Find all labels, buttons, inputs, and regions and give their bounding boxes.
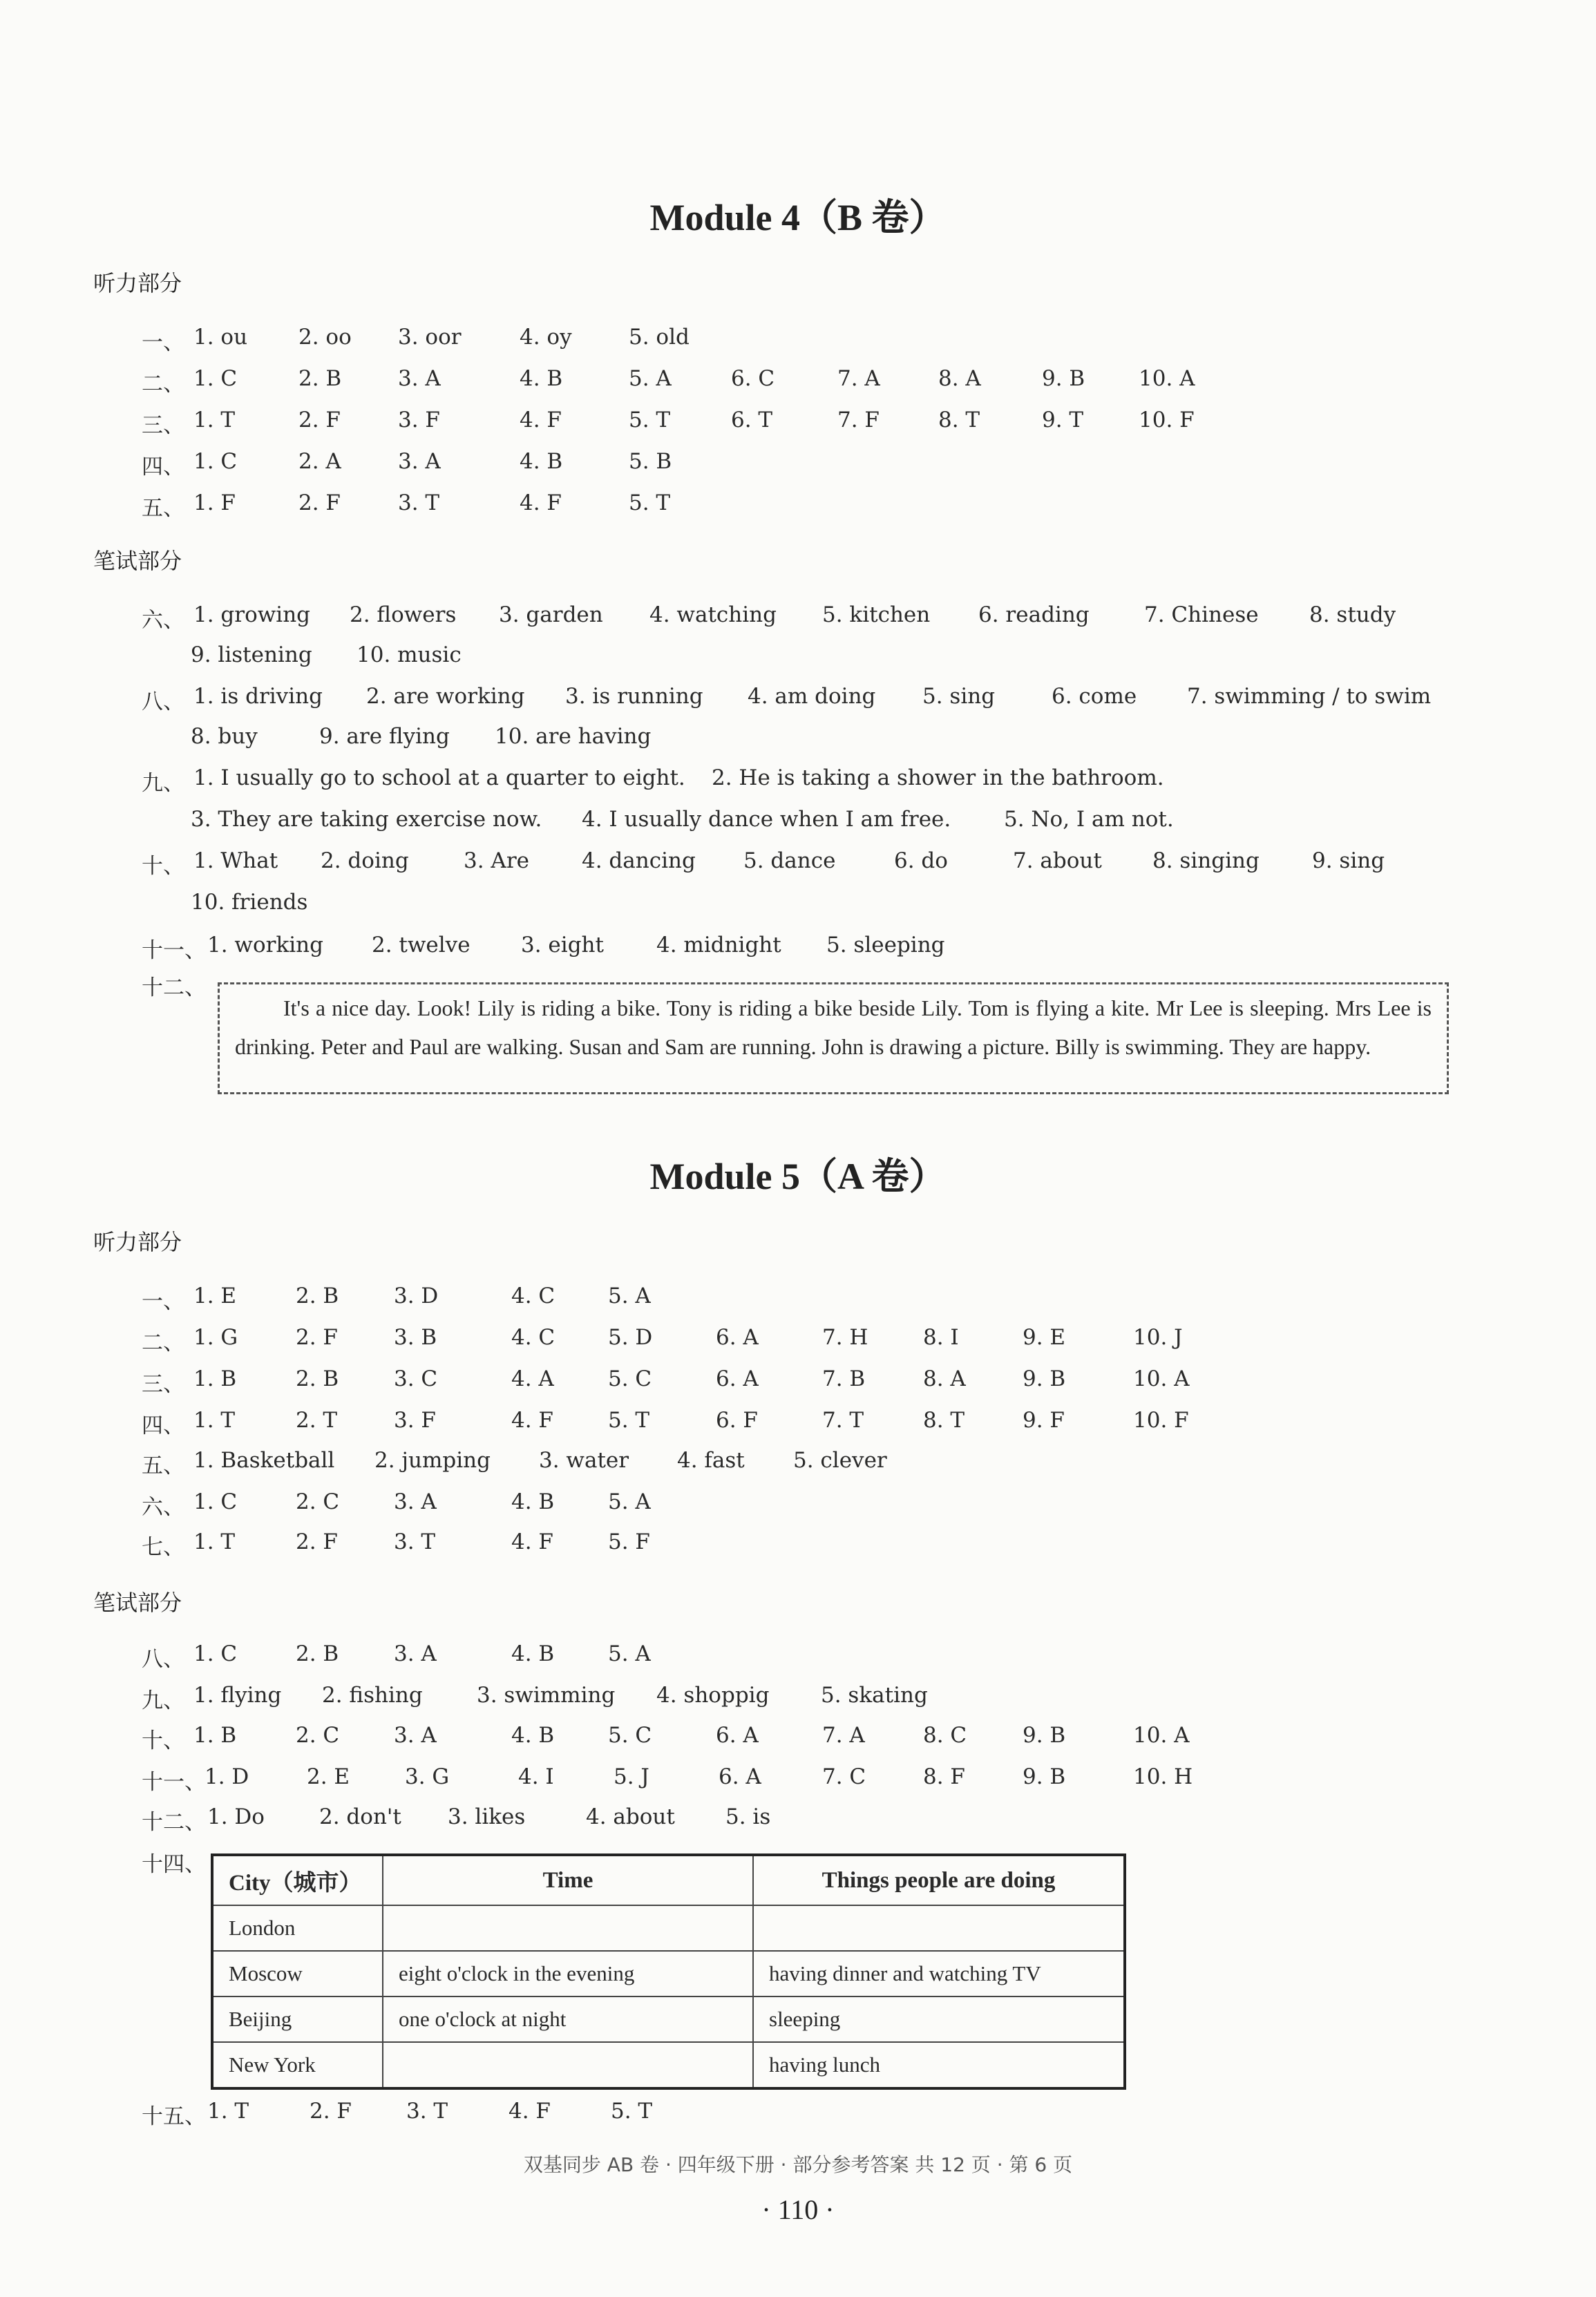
answer-item: 3. Are <box>464 848 529 873</box>
answer-item: 3. G <box>405 1764 450 1789</box>
answer-item: 2. B <box>296 1641 339 1666</box>
answer-item: 5. A <box>629 366 672 391</box>
answer-item: 1. C <box>193 1641 238 1666</box>
m5-listening-heading: 听力部分 <box>93 1229 182 1255</box>
answer-item: 8. buy <box>191 724 258 749</box>
answer-item: 6. reading <box>978 602 1090 627</box>
m4-passage-box: It's a nice day. Look! Lily is riding a bike. Tony is riding a bike beside Lily. Tom is flying a kite. Mr Lee is sleeping. Mrs Lee is drinking. Peter and Paul are walking. Susan and Sam are running. John is drawing a picture. Billy is swimming. They are happy. <box>218 982 1449 1094</box>
question-number-label: 六、 <box>142 1495 184 1520</box>
answer-item: 3. water <box>539 1448 629 1473</box>
answer-item: 3. swimming <box>477 1683 616 1708</box>
answer-item: 1. Basketball <box>193 1448 335 1473</box>
answer-item: 7. swimming / to swim <box>1187 684 1432 709</box>
answer-item: 2. fishing <box>322 1683 423 1708</box>
table-cell: having dinner and watching TV <box>753 1951 1125 1996</box>
answer-item: 3. A <box>394 1489 437 1514</box>
answer-item: 8. F <box>923 1764 965 1789</box>
answer-item: 2. He is taking a shower in the bathroom. <box>712 765 1164 790</box>
answer-item: 1. C <box>193 449 238 474</box>
answer-item: 1. C <box>193 366 238 391</box>
answer-item: 4. B <box>511 1641 555 1666</box>
answer-item: 2. C <box>296 1723 340 1748</box>
answer-item: 10. friends <box>191 890 308 915</box>
answer-item: 3. T <box>394 1529 436 1554</box>
answer-item: 3. eight <box>521 933 604 957</box>
m4-writing-heading: 笔试部分 <box>93 548 182 574</box>
question-number-label: 二、 <box>142 372 184 397</box>
answer-item: 10. music <box>357 642 462 667</box>
answer-item: 10. F <box>1139 408 1195 432</box>
question-number-label: 一、 <box>142 1289 184 1314</box>
table-cell: one o'clock at night <box>383 1996 753 2042</box>
answer-item: 4. F <box>509 2099 551 2124</box>
answer-item: 4. F <box>511 1529 553 1554</box>
module5-title: Module 5（A 卷） <box>649 1156 947 1197</box>
answer-item: 9. E <box>1023 1325 1066 1350</box>
question-number-label: 十一、 <box>142 1770 206 1795</box>
answer-item: 1. Do <box>207 1804 265 1829</box>
answer-item: 5. T <box>611 2099 653 2124</box>
answer-item: 3. is running <box>565 684 703 709</box>
answer-item: 9. B <box>1042 366 1085 391</box>
question-number-label: 十、 <box>142 1728 184 1753</box>
answer-item: 7. Chinese <box>1144 602 1259 627</box>
answer-item: 1. T <box>193 408 236 432</box>
answer-item: 7. F <box>837 408 880 432</box>
answer-item: 4. B <box>511 1723 555 1748</box>
answer-item: 6. come <box>1052 684 1137 709</box>
question-number-label: 五、 <box>142 496 184 521</box>
table-cell: Moscow <box>212 1951 383 1996</box>
answer-item: 2. E <box>307 1764 350 1789</box>
table-cell: eight o'clock in the evening <box>383 1951 753 1996</box>
answer-item: 7. C <box>822 1764 866 1789</box>
answer-item: 1. working <box>207 933 323 957</box>
answer-item: 6. F <box>716 1408 758 1433</box>
table-row <box>212 1905 1125 1951</box>
answer-item: 6. A <box>716 1366 759 1391</box>
answer-item: 10. A <box>1133 1366 1190 1391</box>
table-cell: London <box>212 1905 383 1951</box>
answer-item: 10. F <box>1133 1408 1189 1433</box>
answer-item: 7. H <box>822 1325 868 1350</box>
answer-item: 1. ou <box>193 325 248 350</box>
answer-item: 1. growing <box>193 602 311 627</box>
answer-item: 1. G <box>193 1325 238 1350</box>
answer-item: 5. T <box>629 408 671 432</box>
answer-item: 3. C <box>394 1366 438 1391</box>
answer-item: 1. T <box>193 1408 236 1433</box>
answer-item: 4. B <box>520 449 563 474</box>
answer-item: 4. oy <box>520 325 572 350</box>
answer-item: 5. old <box>629 325 690 350</box>
answer-item: 1. flying <box>193 1683 282 1708</box>
m5-writing-heading: 笔试部分 <box>93 1590 182 1616</box>
answer-item: 6. A <box>716 1325 759 1350</box>
answer-item: 4. B <box>520 366 563 391</box>
table-header-city: City（城市） <box>212 1855 383 1905</box>
answer-item: 6. A <box>719 1764 761 1789</box>
answer-item: 2. doing <box>321 848 409 873</box>
answer-item: 1. C <box>193 1489 238 1514</box>
answer-item: 9. T <box>1042 408 1084 432</box>
answer-item: 5. A <box>608 1489 651 1514</box>
answer-item: 4. I <box>518 1764 554 1789</box>
answer-item: 5. J <box>614 1764 649 1789</box>
answer-item: 3. T <box>398 490 440 515</box>
answer-item: 2. are working <box>366 684 525 709</box>
answer-item: 2. B <box>296 1284 339 1308</box>
answer-item: 1. T <box>193 1529 236 1554</box>
answer-item: 4. I usually dance when I am free. <box>582 807 951 832</box>
answer-item: 4. C <box>511 1325 555 1350</box>
table-cell: sleeping <box>753 1996 1125 2042</box>
answer-item: 3. F <box>394 1408 436 1433</box>
answer-item: 4. watching <box>649 602 777 627</box>
question-number-label: 十二、 <box>142 1810 206 1835</box>
table-cell <box>383 1905 753 1951</box>
answer-item: 4. midnight <box>656 933 781 957</box>
answer-item: 4. F <box>511 1408 553 1433</box>
answer-item: 2. F <box>296 1529 338 1554</box>
answer-item: 10. H <box>1133 1764 1193 1789</box>
answer-item: 8. I <box>923 1325 959 1350</box>
question-number-label: 四、 <box>142 455 184 479</box>
answer-item: 4. C <box>511 1284 555 1308</box>
answer-item: 5. kitchen <box>822 602 931 627</box>
answer-item: 5. No, I am not. <box>1004 807 1174 832</box>
m4-listening-heading: 听力部分 <box>93 270 182 296</box>
answer-item: 4. B <box>511 1489 555 1514</box>
question-number-label: 五、 <box>142 1454 184 1478</box>
answer-item: 5. T <box>629 490 671 515</box>
answer-item: 7. about <box>1013 848 1102 873</box>
table-cell: Beijing <box>212 1996 383 2042</box>
answer-item: 4. fast <box>677 1448 745 1473</box>
answer-item: 3. A <box>394 1641 437 1666</box>
question-number-label: 三、 <box>142 413 184 438</box>
answer-item: 3. They are taking exercise now. <box>191 807 542 832</box>
answer-item: 5. C <box>608 1723 652 1748</box>
answer-item: 7. T <box>822 1408 864 1433</box>
answer-item: 9. B <box>1023 1723 1066 1748</box>
question-number-label: 八、 <box>142 1647 184 1672</box>
question-number-label: 十二、 <box>142 975 206 1000</box>
answer-item: 1. B <box>193 1723 237 1748</box>
answer-item: 3. likes <box>448 1804 526 1829</box>
answer-item: 2. F <box>310 2099 352 2124</box>
answer-item: 3. A <box>398 366 441 391</box>
answer-item: 5. sleeping <box>826 933 945 957</box>
answer-item: 2. jumping <box>374 1448 491 1473</box>
answer-item: 8. A <box>938 366 981 391</box>
answer-item: 10. are having <box>495 724 652 749</box>
answer-item: 5. A <box>608 1641 651 1666</box>
answer-item: 8. T <box>938 408 980 432</box>
question-number-label: 一、 <box>142 330 184 355</box>
city-time-table <box>211 1853 1126 2090</box>
answer-item: 5. F <box>608 1529 650 1554</box>
table-cell <box>753 1905 1125 1951</box>
answer-item: 2. F <box>298 408 341 432</box>
answer-item: 8. A <box>923 1366 966 1391</box>
question-number-label: 九、 <box>142 771 184 796</box>
answer-item: 6. T <box>731 408 773 432</box>
answer-item: 5. sing <box>922 684 996 709</box>
answer-item: 3. T <box>406 2099 448 2124</box>
answer-item: 7. B <box>822 1366 866 1391</box>
answer-item: 2. flowers <box>350 602 457 627</box>
table-row <box>212 1951 1125 1996</box>
answer-item: 3. D <box>394 1284 439 1308</box>
answer-item: 8. study <box>1309 602 1396 627</box>
answer-item: 8. singing <box>1152 848 1260 873</box>
answer-item: 3. B <box>394 1325 437 1350</box>
answer-item: 2. B <box>296 1366 339 1391</box>
answer-item: 3. A <box>394 1723 437 1748</box>
answer-item: 5. skating <box>821 1683 928 1708</box>
answer-item: 4. A <box>511 1366 554 1391</box>
answer-item: 2. B <box>298 366 342 391</box>
answer-item: 2. C <box>296 1489 340 1514</box>
answer-item: 2. don't <box>319 1804 401 1829</box>
table-row <box>212 1996 1125 2042</box>
answer-item: 9. B <box>1023 1366 1066 1391</box>
answer-item: 4. am doing <box>748 684 876 709</box>
answer-item: 2. A <box>298 449 341 474</box>
answer-item: 9. sing <box>1312 848 1385 873</box>
answer-item: 5. dance <box>743 848 836 873</box>
answer-item: 6. C <box>731 366 775 391</box>
answer-item: 5. is <box>725 1804 771 1829</box>
answer-item: 7. A <box>822 1723 865 1748</box>
answer-item: 3. F <box>398 408 440 432</box>
answer-item: 2. T <box>296 1408 338 1433</box>
answer-item: 10. A <box>1133 1723 1190 1748</box>
question-number-label: 六、 <box>142 608 184 633</box>
table-cell: having lunch <box>753 2042 1125 2088</box>
answer-item: 1. T <box>207 2099 249 2124</box>
table-header-things: Things people are doing <box>753 1855 1125 1905</box>
answer-item: 3. oor <box>398 325 462 350</box>
answer-item: 2. twelve <box>372 933 471 957</box>
question-number-label: 十五、 <box>142 2104 206 2129</box>
answer-item: 1. D <box>205 1764 249 1789</box>
answer-item: 5. C <box>608 1366 652 1391</box>
answer-item: 9. are flying <box>319 724 450 749</box>
question-number-label: 四、 <box>142 1413 184 1438</box>
answer-item: 5. clever <box>793 1448 887 1473</box>
module4-title: Module 4（B 卷） <box>649 197 947 238</box>
answer-item: 1. F <box>193 490 236 515</box>
answer-item: 9. F <box>1023 1408 1065 1433</box>
answer-item: 10. J <box>1133 1325 1183 1350</box>
answer-item: 1. B <box>193 1366 237 1391</box>
question-number-label: 八、 <box>142 689 184 714</box>
answer-item: 9. listening <box>191 642 312 667</box>
question-number-label: 七、 <box>142 1535 184 1560</box>
answer-item: 1. I usually go to school at a quarter to eight. <box>193 765 685 790</box>
answer-item: 1. is driving <box>193 684 323 709</box>
answer-item: 7. A <box>837 366 880 391</box>
answer-item: 6. do <box>894 848 948 873</box>
answer-item: 3. garden <box>499 602 603 627</box>
question-number-label: 二、 <box>142 1331 184 1355</box>
answer-item: 1. E <box>193 1284 237 1308</box>
answer-item: 5. B <box>629 449 672 474</box>
question-number-label: 十、 <box>142 854 184 879</box>
table-cell: New York <box>212 2042 383 2088</box>
table-cell <box>383 2042 753 2088</box>
answer-item: 4. shoppig <box>656 1683 770 1708</box>
answer-item: 4. dancing <box>582 848 696 873</box>
answer-item: 10. A <box>1139 366 1195 391</box>
answer-item: 8. T <box>923 1408 965 1433</box>
answer-item: 2. oo <box>298 325 352 350</box>
answer-item: 3. A <box>398 449 441 474</box>
answer-item: 1. What <box>193 848 278 873</box>
answer-item: 8. C <box>923 1723 967 1748</box>
answer-item: 4. about <box>586 1804 675 1829</box>
answer-item: 4. F <box>520 490 562 515</box>
answer-item: 4. F <box>520 408 562 432</box>
page-number: · 110 · <box>761 2194 835 2225</box>
answer-item: 5. A <box>608 1284 651 1308</box>
question-number-label: 十四、 <box>142 1852 206 1877</box>
table-row <box>212 2042 1125 2088</box>
answer-item: 9. B <box>1023 1764 1066 1789</box>
table-header-time: Time <box>383 1855 753 1905</box>
question-number-label: 十一、 <box>142 938 206 963</box>
question-number-label: 九、 <box>142 1688 184 1713</box>
answer-item: 2. F <box>298 490 341 515</box>
answer-item: 5. D <box>608 1325 653 1350</box>
answer-item: 5. T <box>608 1408 650 1433</box>
answer-item: 2. F <box>296 1325 338 1350</box>
question-number-label: 三、 <box>142 1372 184 1397</box>
page-footer: 双基同步 AB 卷 · 四年级下册 · 部分参考答案 共 12 页 · 第 6 页 <box>523 2153 1073 2176</box>
answer-item: 6. A <box>716 1723 759 1748</box>
